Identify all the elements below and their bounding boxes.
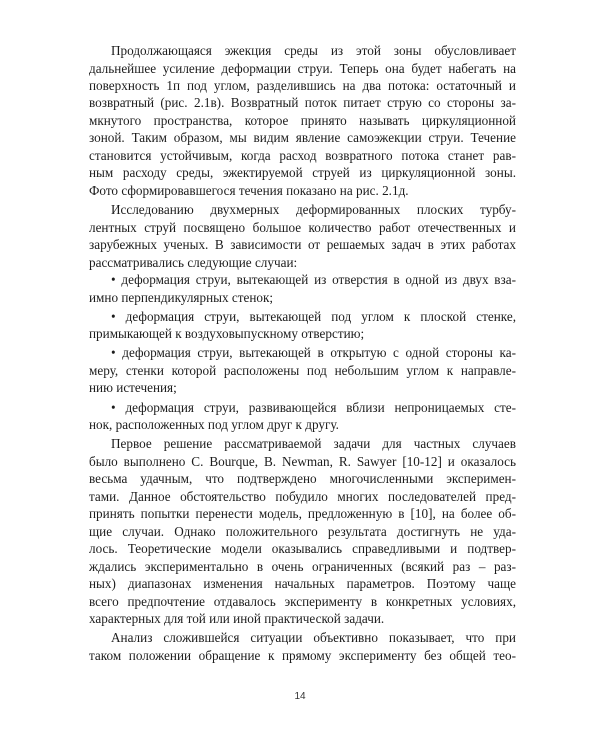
text-line: принять попытки перенести модель, предложенную в [10], на более об- (89, 506, 516, 522)
bullet-line: • деформация струи, развивающейся вблизи непроницаемых сте- (111, 399, 516, 415)
text-line: Исследованию двухмерных деформированных плоских турбу- (111, 202, 516, 218)
text-line: лентных струй посвящено большое количество работ отечественных и (89, 219, 516, 235)
text-line: всего предпочтение отдавалось эксперименту в конкретных условиях, (89, 593, 516, 609)
text-line: нок, расположенных под углом друг к другу. (89, 417, 339, 433)
text-line: возвратный (рис. 2.1в). Возвратный поток питает струю со стороны за- (89, 95, 516, 111)
text-line: ным расходу среды, эжектируемой струей из циркуляционной зоны. (89, 165, 516, 181)
text-line: дальнейшее усиление деформации струи. Теперь она будет набегать на (89, 60, 516, 76)
text-line: было выполнено C. Bourque, B. Newman, R. Sawyer [10-12] и оказалось (89, 453, 516, 469)
text-line: щие случаи. Однако положительного результата достигнуть не уда- (89, 523, 516, 539)
text-line: весьма удачным, что подтверждено многочисленными эксперимен- (89, 471, 516, 487)
text-line: имно перпендикулярных стенок; (89, 289, 274, 305)
text-line: меру, стенки которой расположены под небольшим углом к направле- (89, 362, 516, 378)
text-line: зоной. Таким образом, мы видим явление самоэжекции струи. Течение (89, 130, 516, 146)
bullet-line: • деформация струи, вытекающей под углом к плоской стенке, (111, 308, 516, 324)
text-line: нию истечения; (89, 380, 177, 396)
text-line: ждались экспериментально в очень ограниченных (всякий раз – раз- (89, 558, 516, 574)
text-line: Первое решение рассматриваемой задачи для частных случаев (111, 436, 516, 452)
text-line: Фото сформировавшегося течения показано на рис. 2.1д. (89, 182, 409, 198)
bullet-line: • деформация струи, вытекающей в открытую с одной стороны ка- (111, 345, 516, 361)
text-line: таком положении обращение к прямому эксперименту без общей тео- (89, 647, 516, 663)
text-line: поверхность 1п под углом, разделившись на два потока: остаточный и (89, 78, 516, 93)
text-line: ных) диапазонах изменения начальных параметров. Поэтому чаще (89, 576, 516, 592)
text-line: мкнутого пространства, которое принято называть циркуляционной (89, 112, 516, 128)
text-line: зарубежных ученых. В зависимости от решаемых задач в этих работах (89, 237, 516, 252)
text-line: становится устойчивым, когда расход возвратного потока станет рав- (89, 147, 516, 163)
text-line: характерных для той или иной практической задачи. (89, 611, 385, 627)
text-line: Продолжающаяся эжекция среды из этой зоны обусловливает (111, 43, 516, 58)
text-line: Анализ сложившейся ситуации объективно показывает, что при (111, 630, 516, 646)
bullet-line: • деформация струи, вытекающей из отверстия в одной из двух вза- (111, 272, 516, 287)
text-line: примыкающей к воздуховыпускному отверстию; (89, 326, 365, 342)
text-line: рассматривались следующие случаи: (89, 254, 298, 270)
text-line: тами. Данное обстоятельство побудило многих последователей пред- (89, 488, 516, 504)
text-line: лось. Теоретические модели оказывались справедливыми и подтвер- (89, 541, 516, 557)
page-number: 14 (294, 691, 306, 702)
